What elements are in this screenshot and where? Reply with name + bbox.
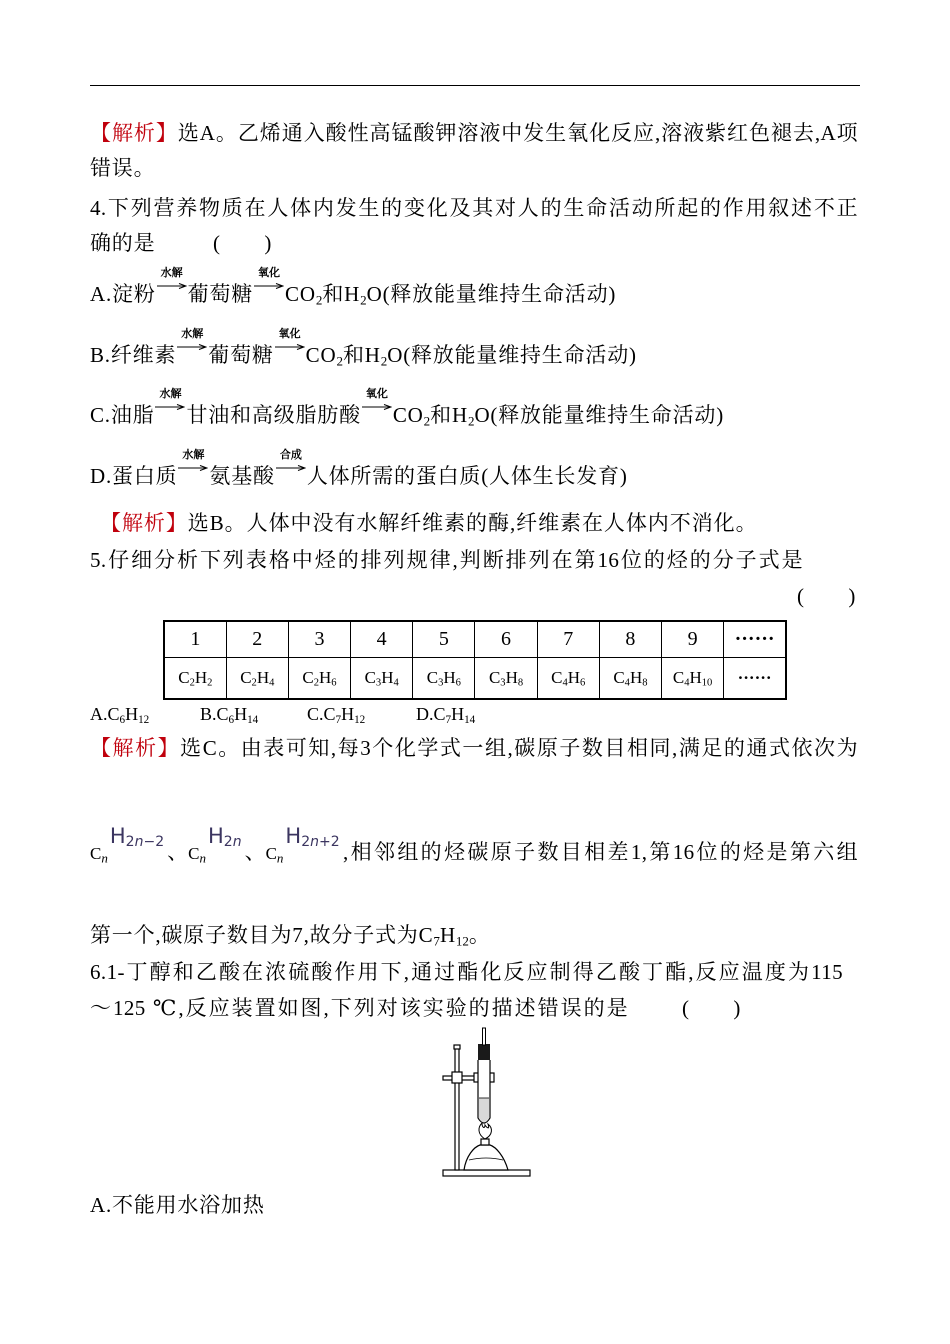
q5-analysis-line1 xyxy=(90,733,858,763)
analysis-text: 选C。由表可知,每3个化学式一组,碳原子数目相同,满足的通式依次为 xyxy=(180,736,858,760)
tube-liquid xyxy=(479,1098,489,1122)
q6-stem-line2 xyxy=(90,993,790,1023)
general-formula-line xyxy=(90,824,860,867)
table-formula-cell: $C_3H_4$ xyxy=(351,658,413,700)
q3-analysis-line1 xyxy=(90,118,858,148)
table-formula-cell: ······ xyxy=(724,658,786,700)
q4-option-c xyxy=(90,387,725,430)
right-arrow-icon xyxy=(275,343,305,351)
lamp-wick-holder xyxy=(481,1139,489,1145)
reaction-condition: 氧化 xyxy=(365,387,388,400)
option-product: $CO_2$和$H_2O$(释放能量维持生命活动) xyxy=(392,403,725,429)
rod-cap xyxy=(454,1045,460,1049)
analysis-label: 【解析】 xyxy=(90,121,178,145)
table-index-cell: 7 xyxy=(537,621,599,658)
table-row-index xyxy=(164,621,786,658)
option-a: $A.C_6H_{12}$ xyxy=(90,704,150,726)
option-intermediate: 葡萄糖 xyxy=(187,282,254,306)
table-index-cell: 4 xyxy=(351,621,413,658)
analysis-label: 【解析】 xyxy=(90,736,181,760)
table-row-formula xyxy=(164,658,786,700)
reaction-arrow xyxy=(276,448,306,483)
q4-analysis xyxy=(100,508,757,538)
right-arrow-icon xyxy=(157,282,187,290)
table-index-cell: 8 xyxy=(599,621,661,658)
reaction-arrow xyxy=(362,387,392,422)
reaction-arrow xyxy=(254,266,284,301)
option-intermediate: 氨基酸 xyxy=(209,464,275,488)
reaction-apparatus-figure xyxy=(438,1026,534,1182)
option-intermediate: 甘油和高级脂肪酸 xyxy=(186,403,361,427)
q4-option-b xyxy=(90,327,637,370)
hydrogen-symbol: H xyxy=(285,824,302,848)
option-intermediate: 葡萄糖 xyxy=(208,343,274,367)
flame xyxy=(479,1123,491,1139)
right-arrow-icon xyxy=(178,464,208,472)
right-arrow-icon xyxy=(276,464,306,472)
reaction-condition: 氧化 xyxy=(258,266,281,279)
hydrogen-subscript: 2n xyxy=(223,834,242,850)
table-index-cell: 1 xyxy=(164,621,226,658)
q5-stem: 5.仔细分析下列表格中烃的排列规律,判断排列在第16位的烃的分子式是 xyxy=(90,548,803,572)
answer-blank: ( ) xyxy=(213,231,273,255)
option-start: D.蛋白质 xyxy=(90,464,178,488)
reaction-condition: 合成 xyxy=(279,448,302,461)
test-tube xyxy=(478,1060,490,1123)
stand-base xyxy=(443,1170,530,1176)
table-formula-cell: $C_3H_8$ xyxy=(475,658,537,700)
table-index-cell: 5 xyxy=(413,621,475,658)
answer-blank: ( ) xyxy=(797,584,857,608)
analysis-text: 选B。人体中没有水解纤维素的酶,纤维素在人体内不消化。 xyxy=(187,511,757,535)
answer-blank: ( ) xyxy=(682,996,742,1020)
q5-analysis-line3: 第一个,碳原子数目为7,故分子式为$C_7H_{12}$。 xyxy=(90,923,491,949)
analysis-text: ,相邻组的烃碳原子数目相差1,第16位的烃是第六组 xyxy=(343,840,858,864)
q4-stem-line1: 4.下列营养物质在人体内发生的变化及其对人的生命活动所起的作用叙述不正 xyxy=(90,196,858,220)
hydrogen-formula-image xyxy=(207,824,242,850)
table-index-cell: 6 xyxy=(475,621,537,658)
q6-stem-line1: 6.1-丁醇和乙酸在浓硫酸作用下,通过酯化反应制得乙酸丁酯,反应温度为115 xyxy=(90,960,843,984)
q6-stem-text: ～125 ℃,反应装置如图,下列对该实验的描述错误的是 xyxy=(90,996,628,1020)
reaction-arrow xyxy=(155,387,185,422)
option-product: 人体所需的蛋白质(人体生长发育) xyxy=(306,464,628,488)
q4-stem-text: 确的是 xyxy=(90,231,156,255)
option-product: $CO_2$和$H_2O$(释放能量维持生命活动) xyxy=(305,343,637,369)
thermometer xyxy=(483,1028,486,1045)
option-b: $B.C_6H_{14}$ xyxy=(200,704,259,726)
option-start: B.纤维素 xyxy=(90,343,177,367)
right-arrow-icon xyxy=(155,403,185,411)
right-arrow-icon xyxy=(177,343,207,351)
hydrogen-subscript: 2n−2 xyxy=(125,834,165,850)
reaction-condition: 水解 xyxy=(160,266,183,279)
hydrogen-formula-image xyxy=(109,824,165,850)
table-formula-cell: $C_4H_8$ xyxy=(599,658,661,700)
table-formula-cell: $C_2H_6$ xyxy=(288,658,350,700)
q3-analysis-line2: 错误。 xyxy=(90,156,156,180)
right-arrow-icon xyxy=(362,403,392,411)
right-arrow-icon xyxy=(254,282,284,290)
carbon-subscript: n xyxy=(199,850,206,866)
table-formula-cell: $C_4H_{10}$ xyxy=(662,658,724,700)
table-index-cell: 9 xyxy=(662,621,724,658)
carbon-symbol: C xyxy=(188,844,200,863)
analysis-label: 【解析】 xyxy=(100,511,188,535)
separator: 、 xyxy=(244,840,266,864)
option-d: $D.C_7H_{14}$ xyxy=(416,704,476,726)
table-formula-cell: $C_4H_6$ xyxy=(537,658,599,700)
table-formula-cell: $C_2H_4$ xyxy=(226,658,288,700)
table-formula-cell: $C_3H_6$ xyxy=(413,658,475,700)
carbon-subscript: n xyxy=(276,850,284,866)
clamp-boss xyxy=(452,1072,462,1083)
table-index-cell: ······ xyxy=(724,621,786,658)
q5-options xyxy=(90,699,590,729)
table-formula-cell: $C_2H_2$ xyxy=(164,658,226,700)
separator: 、 xyxy=(167,840,189,864)
table-index-cell: 3 xyxy=(288,621,350,658)
q4-stem-line2 xyxy=(90,228,390,258)
option-start: A.淀粉 xyxy=(90,282,156,306)
carbon-subscript: n xyxy=(101,850,108,866)
stopper xyxy=(478,1044,490,1060)
hydrogen-formula-image xyxy=(285,824,340,850)
q4-option-a xyxy=(90,266,617,309)
hydrogen-subscript: 2n+2 xyxy=(301,834,340,850)
top-rule xyxy=(90,85,860,86)
reaction-condition: 氧化 xyxy=(278,327,301,340)
reaction-condition: 水解 xyxy=(182,448,205,461)
option-c: $C.C_7H_{12}$ xyxy=(307,704,366,726)
carbon-symbol: C xyxy=(265,844,277,863)
hydrocarbon-sequence-table xyxy=(163,620,787,700)
analysis-text: 选A。乙烯通入酸性高锰酸钾溶液中发生氧化反应,溶液紫红色褪去,A项 xyxy=(177,121,858,145)
stand-rod xyxy=(455,1048,459,1170)
hydrogen-symbol: H xyxy=(207,824,224,848)
reaction-arrow xyxy=(177,327,207,362)
reaction-arrow xyxy=(178,448,208,483)
hydrogen-symbol: H xyxy=(109,824,126,848)
lamp-body xyxy=(464,1145,508,1170)
alcohol-lamp xyxy=(464,1139,508,1170)
reaction-condition: 水解 xyxy=(181,327,204,340)
q4-option-d xyxy=(90,448,628,491)
carbon-symbol: C xyxy=(90,844,102,863)
reaction-condition: 水解 xyxy=(159,387,182,400)
table-index-cell: 2 xyxy=(226,621,288,658)
q6-option-a: A.不能用水浴加热 xyxy=(90,1193,265,1217)
option-product: $CO_2$和$H_2O$(释放能量维持生命活动) xyxy=(285,282,617,308)
reaction-arrow xyxy=(157,266,187,301)
reaction-arrow xyxy=(275,327,305,362)
option-start: C.油脂 xyxy=(90,403,155,427)
